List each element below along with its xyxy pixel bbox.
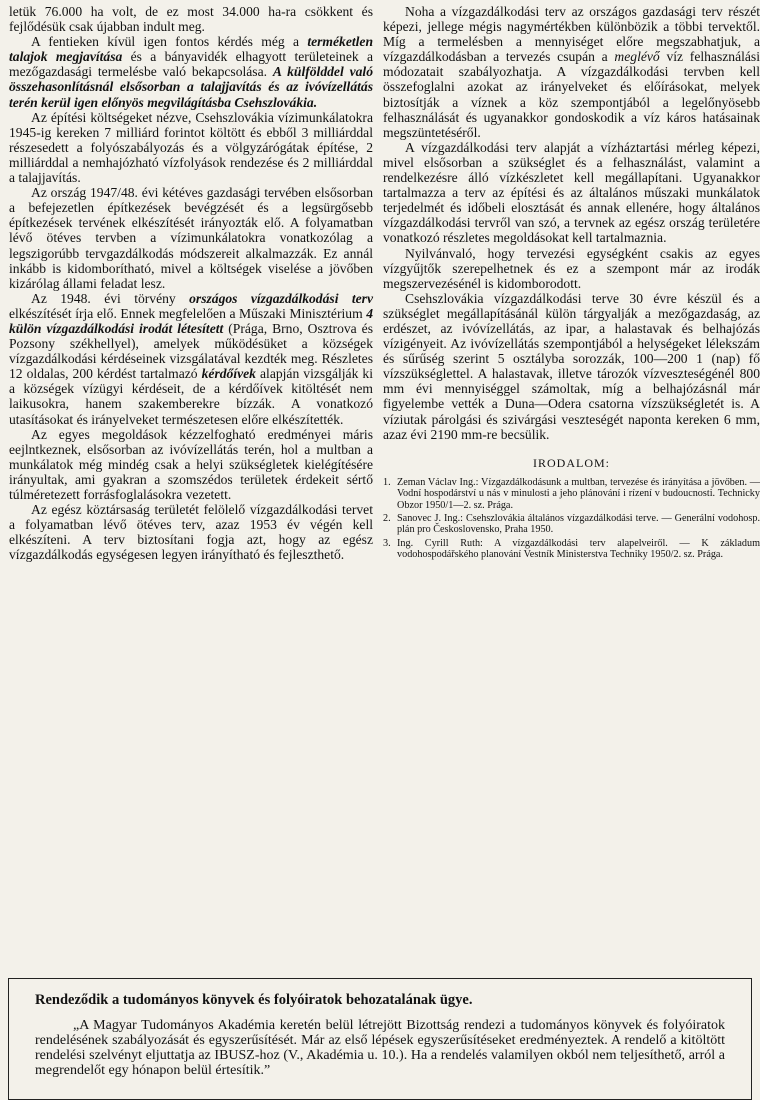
text-run: Noha a vízgazdálkodási terv az országos gazdasági terv részét képezi, jellege mégis nagymértékben különbözik a többi tervektől. Míg a termelésben a mennyiséget előre megszabhatjuk, a vízgazdálkodásban a tervezés csupán a bbox=[383, 4, 760, 65]
paragraph bbox=[383, 4, 760, 140]
text-run: meglévő bbox=[614, 49, 660, 65]
paragraph bbox=[9, 4, 373, 34]
paragraph bbox=[9, 185, 373, 291]
text-run: Az ország 1947/48. évi kétéves gazdasági tervében elsősorban a befejezetlen építkezések bevégzését és a legsürgősebb építkezések tervének elkészítését irányozták elő. A folyamatban lévő ötéves tervben a vízimunkálatokra vonatkozólag a legszigorúbb tervgazdálkodás módszereit alkalmazzák. Ez annál inkább is kidomborítható, mivel a költségek viselése a jövőben kizárólag állami feladat lesz. bbox=[9, 185, 373, 291]
left-text-column bbox=[9, 4, 373, 562]
text-run: (Prága, Brno, Osztrova és Pozsony székhellyel), amelyek működésüket a községek vízgazdálkodási kérdéseinek vizsgálatával kezdték meg. Részletes 12 oldalas, 200 kérdést tartalmazó bbox=[9, 320, 373, 382]
emphasis-text: A külfölddel való összehasonlításnál elsősorban a talajjavítás és az ivóvízellátás terén kerül igen előnyös megvilágításba Csehszlovákia. bbox=[9, 64, 374, 110]
notice-body: „A Magyar Tudományos Akadémia keretén belül létrejött Bizottság rendezi a tudományos könyvek és folyóiratok rendelésének szabályozását és egyszerűsítését. Már az első lépések egyszerűsítéseket eredményeztek. A rendelő a kitöltött rendelési szelvényt eljuttatja az IBUSZ-hoz (V., Akadémia u. 10.). Ha a rendelés valamilyen okból nem teljesíthető, arról a megrendelőt egy hónapon belül értesítik.” bbox=[35, 1018, 725, 1078]
reference-item bbox=[383, 513, 760, 536]
paragraph bbox=[9, 427, 373, 502]
reference-item bbox=[383, 477, 760, 511]
reference-number: 2. bbox=[383, 513, 391, 525]
text-run: és a bányavidék elhagyott területeinek a mezőgazdasági termelésbe való bekapcsolása. bbox=[9, 49, 373, 80]
reference-text: Sanovec J. Ing.: Csehszlovákia általános vízgazdálkodási terve. — Generální vodohosp. plán pro Československo, Praha 1950. bbox=[397, 513, 760, 536]
text-run: Az építési költségeket nézve, Csehszlovákia vízimunkálatokra 1945-ig kereken 7 milliárd forintot költött és ebből 3 milliárddal részesedett a folyószabályozás és a völgyzárógátak építése, 2 milliárddal a nemhajózható vízfolyások rendezése és 2 milliárddal a talajjavítás. bbox=[9, 109, 373, 186]
text-run: alapján vizsgálják ki a községek vízügyi kérdéseit, de a kérdőívek kitöltését nem laikusokra, hanem szakemberekre bízzák. A vonatkozó utasításokat és irányelveket természetesen előre elkészítették. bbox=[9, 366, 373, 427]
paragraph bbox=[9, 34, 373, 109]
text-run: elkészítését írja elő. Ennek megfelelően a Műszaki Minisztérium bbox=[9, 305, 367, 321]
references-title: IRODALOM: bbox=[533, 455, 610, 470]
text-run: Csehszlovákia vízgazdálkodási terve 30 évre készül és a szükséglet megállapításánál külön tárgyalják a mezőgazdaság, az erdészet, az ivóvízellátás, az ipar, a halastavak és belhajózás vízigényeit. Az ivóvízellátás szempontjából a helységeket lélekszám és sűrűség szerint 5 osztályba sorozzák, 100—200 1 (nap) fő vízszükséglettel. A halastavak, illetve tározók vízveszteségénél 800 mm évi mennyiséggel számoltak, míg a belhajózásnál már figyelembe vették a Duna—Odera csatorna vízszükségletét is. A víziutak párolgási és szivárgási veszteségét naponta kereken 6 mm, azaz évi 2190 mm-re becsülik. bbox=[383, 290, 760, 442]
notice-title: Rendeződik a tudományos könyvek és folyóiratok behozatalának ügye. bbox=[35, 992, 473, 1008]
emphasis-text: kérdőívek bbox=[201, 366, 256, 382]
emphasis-text: 4 külön vízgazdálkodási irodát létesített bbox=[9, 305, 373, 336]
paragraph bbox=[383, 246, 760, 291]
text-run: Az egész köztársaság területét felölelő vízgazdálkodási tervet a folyamatban lévő ötéves terv, azaz 1953 év végén kell elkészíteni. A terv biztosítani fogja azt, hogy az egész vízgazdálkodás egységesen legyen irányítható és fejleszthető. bbox=[9, 502, 373, 563]
paragraph bbox=[9, 291, 373, 427]
right-text-column bbox=[383, 4, 760, 563]
reference-number: 3. bbox=[383, 537, 391, 549]
text-run: víz felhasználási módozatait szabályozhatja. A vízgazdálkodási tervben kell összefoglalni azokat az irányelveket és előírásokat, melyek biztosítják a víznek a köz szempontjából a legelőnyösebb felhasználását és ugyanakkor gondoskodik a víz káros hatásainak megszüntetéséről. bbox=[383, 49, 760, 140]
paragraph bbox=[383, 291, 760, 442]
reference-item bbox=[383, 538, 760, 561]
paragraph bbox=[9, 502, 373, 562]
references-list bbox=[383, 477, 760, 561]
text-run: A fentieken kívül igen fontos kérdés még a bbox=[31, 34, 308, 50]
text-run: A vízgazdálkodási terv alapját a vízháztartási mérleg képezi, mivel elsősorban a szükséglet és a felhasználást, valamint a rendelkezésre álló vízkészletet kell megállapítani. Ugyanakkor tartalmazza a terv az építési és az általános műszaki munkálatok terjedelmét és időbeli elosztását és annak ellenére, hogy általános vízgazdálkodási tervről van szó, a tervnek az egész ország területére vonatkozó részletes megoldásokat kell tartalmaznia. bbox=[383, 139, 760, 246]
paragraph bbox=[383, 140, 760, 246]
text-run: Az egyes megoldások kézzelfogható eredményei máris eejlntkeznek, elsősorban az ivóvízellátás terén, hol a multban a munkálatok még mindég csak a helyi szükségletek kielégítésére irányultak, ami gyakran a szomszédos területek érdekeit sértő túlméretezett forrásfoglalásokra vezetett. bbox=[9, 426, 373, 502]
text-run: Az 1948. évi törvény bbox=[31, 290, 190, 306]
reference-text: Ing. Cyrill Ruth: A vízgazdálkodási terv alapelveiről. — K základum vodohospodářského planování Vestník Ministerstva Techniky 1950/2. sz. Prága. bbox=[397, 537, 760, 561]
notice-box bbox=[8, 978, 752, 1100]
right-paragraphs bbox=[383, 4, 760, 442]
paragraph bbox=[9, 110, 373, 185]
reference-text: Zeman Václav Ing.: Vízgazdálkodásunk a multban, tervezése és irányítása a jövőben. — Vodní hospodárství u nás v minulosti a jeho plánování i rízení v budoucnosti. Technicky Obzor 1950/1—2. sz. Prága. bbox=[397, 476, 760, 511]
emphasis-text: terméketlen talajok megjavítása bbox=[9, 34, 373, 65]
text-run: Nyilvánvaló, hogy tervezési egységként csakis az egyes vízgyűjtők szerepelhetnek és ez a szempont már az irodák megszervezésénél is kidomborodott. bbox=[383, 245, 760, 291]
reference-number: 1. bbox=[383, 476, 391, 488]
text-run: letük 76.000 ha volt, de ez most 34.000 ha-ra csökkent és fejlődésük csak újabban indult meg. bbox=[9, 4, 373, 35]
emphasis-text: országos vízgazdálkodási terv bbox=[189, 290, 373, 306]
